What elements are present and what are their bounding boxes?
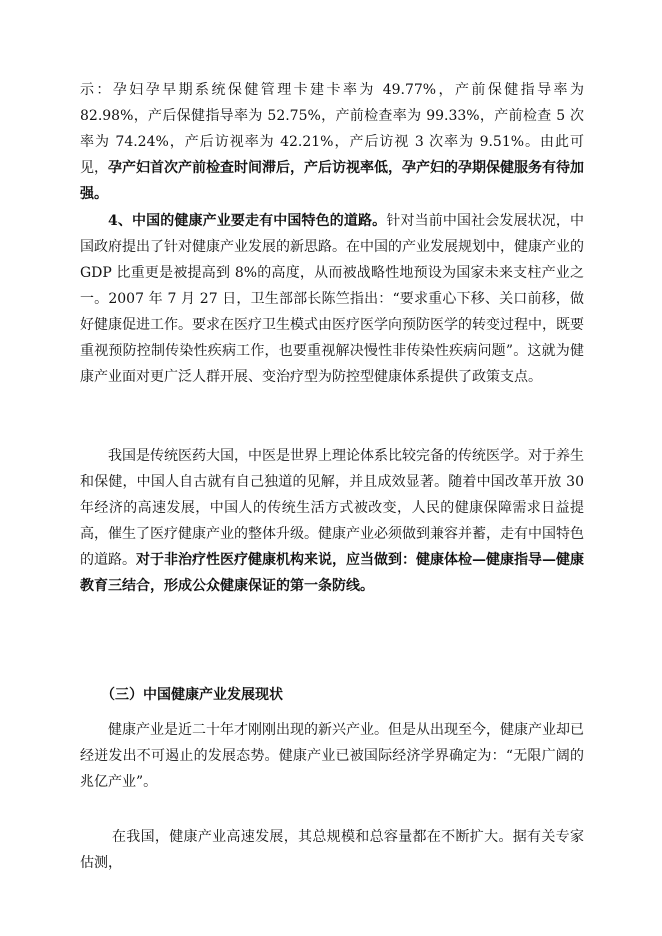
paragraph-industry-scale: 在我国，健康产业高速发展，其总规模和总容量都在不断扩大。据有关专家估测， — [80, 829, 584, 871]
paragraph-chinese-characteristics — [80, 208, 584, 390]
traditional-medicine-text: 我国是传统医药大国，中医是世界上理论体系比较完备的传统医学。对于养生和保健，中国人自古就有自己独道的见解，并且成效显著。随着中国改革开放 30 年经济的高速发展，中国人的传统生活方式被改变，人民的健康保障需求日益提高，催生了医疗健康产业的整体升级。健康产业必须做到兼容并蓄，走有中国特色的道路。 — [80, 448, 584, 568]
section-heading-current-status: （三）中国健康产业发展现状 — [101, 687, 283, 703]
paragraph-prenatal-stats — [80, 77, 584, 207]
traditional-medicine-conclusion: 对于非治疗性医疗健康机构来说，应当做到：健康体检—健康指导—健康教育三结合，形成公众健康保证的第一条防线。 — [80, 552, 584, 594]
paragraph-emerging-industry: 健康产业是近二十年才刚刚出现的新兴产业。但是从出现至今，健康产业却已经迸发出不可遏止的发展态势。健康产业已被国际经济学界确定为：“无限广阔的兆亿产业”。 — [80, 722, 584, 790]
section-4-heading: 4、中国的健康产业要走有中国特色的道路。 — [108, 213, 387, 229]
prenatal-stats-conclusion: 孕产妇首次产前检查时间滞后，产后访视率低，孕产妇的孕期保健服务有待加强。 — [80, 160, 584, 202]
paragraph-traditional-medicine — [80, 443, 584, 599]
chinese-characteristics-text: 针对当前中国社会发展状况，中国政府提出了针对健康产业发展的新思路。在中国的产业发展规划中，健康产业的 GDP 比重更是被提高到 8%的高度，从而被战略性地预设为国家未来支柱产业之一。2007 年 7 月 27 日，卫生部部长陈竺指出：“要求重心下移、关口前移，做好健康促进工作。要求在医疗卫生模式由医疗医学向预防医学的转变过程中，既要重视预防控制传染性疾病工作，也要重视解决慢性非传染性疾病问题”。这就为健康产业面对更广泛人群开展、变治疗型为防控型健康体系提供了政策支点。 — [80, 213, 585, 385]
prenatal-stats-text: 示：孕妇孕早期系统保健管理卡建卡率为 49.77%，产前保健指导率为 82.98%，产后保健指导率为 52.75%，产前检查率为 99.33%，产前检查 5 次率为 74.24%，产后访视率为 42.21%，产后访视 3 次率为 9.51%。由此可见， — [80, 82, 584, 176]
